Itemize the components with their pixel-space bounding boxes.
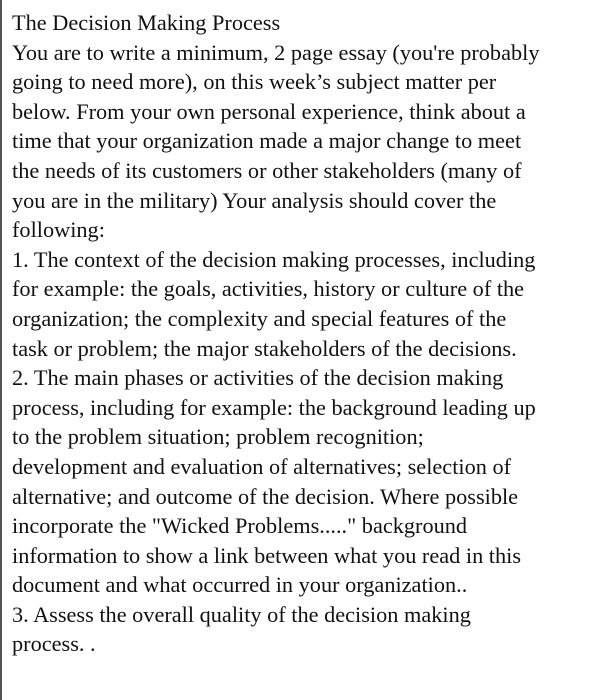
text-line: below. From your own personal experience, think about a [12,98,526,124]
text-line: You are to write a minimum, 2 page essay (you're probably [12,39,540,65]
text-line: information to show a link between what you read in this [12,542,522,568]
document-body [12,38,539,659]
text-line: development and evaluation of alternatives; selection of [12,453,512,479]
text-line: process, including for example: the background leading up [12,394,536,420]
text-line: going to need more), on this week’s subject matter per [12,69,497,95]
text-line: you are in the military) Your analysis should cover the [12,187,497,213]
text-line: incorporate the "Wicked Problems....." background [12,513,468,539]
text-line: for example: the goals, activities, history or culture of the [12,276,525,302]
text-line: task or problem; the major stakeholders of the decisions. [12,335,517,361]
text-line: the needs of its customers or other stakeholders (many of [12,157,522,183]
text-line: 3. Assess the overall quality of the decision making [12,601,471,627]
text-line: 2. The main phases or activities of the decision making [12,365,504,391]
text-line: following: [12,217,105,243]
text-line: process. . [12,631,96,657]
text-line: 1. The context of the decision making processes, including [12,246,536,272]
assignment-document [12,8,539,659]
text-line: organization; the complexity and special features of the [12,305,507,331]
document-title: The Decision Making Process [12,10,281,35]
text-line: document and what occurred in your organization.. [12,572,468,598]
text-line: time that your organization made a major change to meet [12,128,522,154]
text-line: alternative; and outcome of the decision. Where possible [12,483,519,509]
text-line: to the problem situation; problem recognition; [12,424,424,450]
